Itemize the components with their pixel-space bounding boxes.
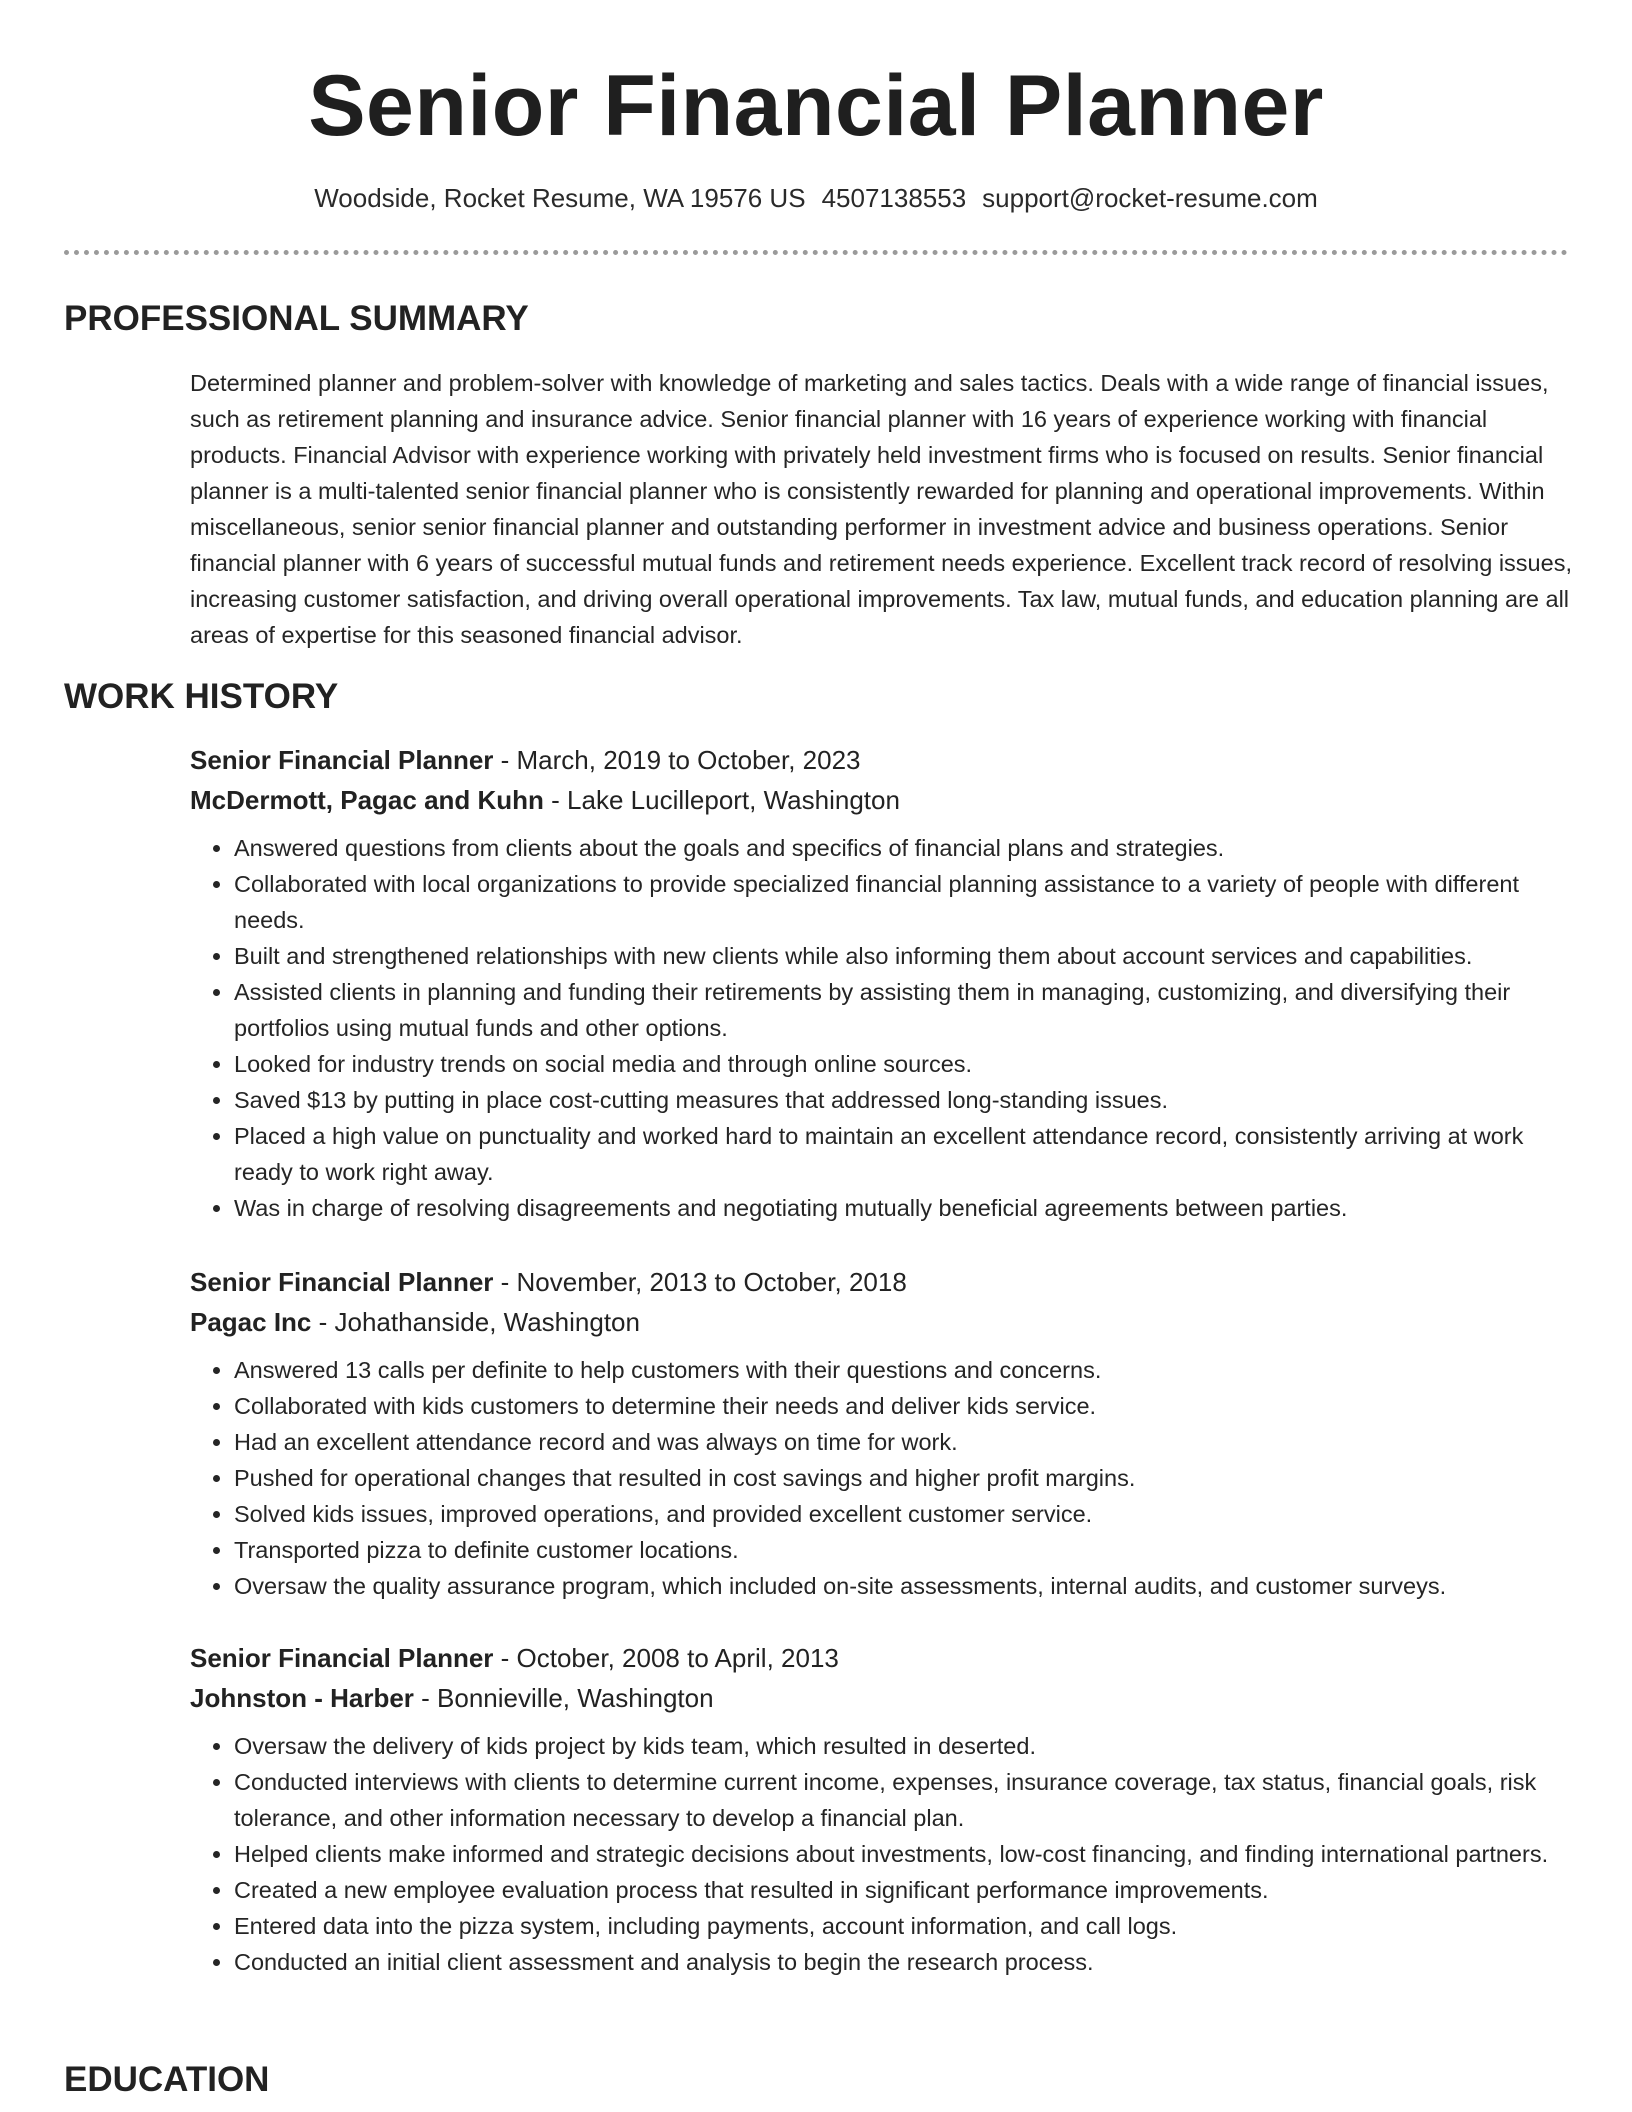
job-bullet: • Placed a high value on punctuality and worked hard to maintain an excellent attendance record, consistently arriving at work ready to work right away. (234, 1118, 1580, 1190)
job-location: - Johathanside, Washington (311, 1307, 640, 1337)
contact-line (0, 180, 1632, 216)
header-divider (64, 250, 1568, 255)
job-location: - Lake Lucilleport, Washington (543, 785, 900, 815)
job-dates: - October, 2008 to April, 2013 (493, 1643, 839, 1673)
job-dates: - November, 2013 to October, 2018 (493, 1267, 907, 1297)
job-company: Johnston - Harber (190, 1683, 414, 1713)
job-title-line (190, 1262, 1580, 1302)
job-bullet: • Pushed for operational changes that resulted in cost savings and higher profit margins. (234, 1460, 1580, 1496)
summary-heading: PROFESSIONAL SUMMARY (64, 299, 529, 338)
job-bullet: • Saved $13 by putting in place cost-cutting measures that addressed long-standing issues. (234, 1082, 1580, 1118)
resume-title: Senior Financial Planner (308, 58, 1324, 154)
job-role: Senior Financial Planner (190, 745, 494, 775)
job-bullet: • Helped clients make informed and strategic decisions about investments, low-cost financing, and finding international partners. (234, 1836, 1580, 1872)
job-entry (190, 740, 1580, 1226)
job-company: Pagac Inc (190, 1307, 312, 1337)
job-bullet-list (190, 830, 1580, 1226)
job-bullet-list (190, 1352, 1580, 1604)
job-entry (190, 1638, 1580, 1980)
job-bullet: • Answered questions from clients about the goals and specifics of financial plans and strategies. (234, 830, 1580, 866)
job-bullet-list (190, 1728, 1580, 1980)
job-location: - Bonnieville, Washington (413, 1683, 714, 1713)
job-bullet: • Oversaw the delivery of kids project by kids team, which resulted in deserted. (234, 1728, 1580, 1764)
job-company-line (190, 1302, 1580, 1342)
job-bullet: • Conducted interviews with clients to determine current income, expenses, insurance coverage, tax status, financial goals, risk tolerance, and other information necessary to develop a financial plan. (234, 1764, 1580, 1836)
job-bullet: • Entered data into the pizza system, including payments, account information, and call logs. (234, 1908, 1580, 1944)
job-bullet: • Transported pizza to definite customer locations. (234, 1532, 1580, 1568)
job-bullet: • Had an excellent attendance record and was always on time for work. (234, 1424, 1580, 1460)
contact-email: support@rocket-resume.com (982, 183, 1318, 213)
job-title-line (190, 1638, 1580, 1678)
job-bullet: • Created a new employee evaluation process that resulted in significant performance improvements. (234, 1872, 1580, 1908)
contact-phone: 4507138553 (821, 183, 967, 213)
contact-address: Woodside, Rocket Resume, WA 19576 US (314, 183, 806, 213)
job-company-line (190, 780, 1580, 820)
job-role: Senior Financial Planner (190, 1267, 494, 1297)
job-bullet: • Collaborated with local organizations to provide specialized financial planning assistance to a variety of people with different needs. (234, 866, 1580, 938)
job-bullet: • Answered 13 calls per definite to help customers with their questions and concerns. (234, 1352, 1580, 1388)
work-history-heading: WORK HISTORY (64, 677, 339, 716)
job-bullet: • Looked for industry trends on social media and through online sources. (234, 1046, 1580, 1082)
job-role: Senior Financial Planner (190, 1643, 494, 1673)
education-heading: EDUCATION (64, 2060, 270, 2099)
job-company-line (190, 1678, 1580, 1718)
job-bullet: • Solved kids issues, improved operations, and provided excellent customer service. (234, 1496, 1580, 1532)
job-bullet: • Conducted an initial client assessment and analysis to begin the research process. (234, 1944, 1580, 1980)
job-bullet: • Was in charge of resolving disagreements and negotiating mutually beneficial agreements between parties. (234, 1190, 1580, 1226)
job-bullet: • Assisted clients in planning and funding their retirements by assisting them in managing, customizing, and diversifying their portfolios using mutual funds and other options. (234, 974, 1580, 1046)
job-bullet: • Oversaw the quality assurance program, which included on-site assessments, internal audits, and customer surveys. (234, 1568, 1580, 1604)
job-dates: - March, 2019 to October, 2023 (493, 745, 861, 775)
job-title-line (190, 740, 1580, 780)
job-bullet: • Built and strengthened relationships with new clients while also informing them about account services and capabilities. (234, 938, 1580, 974)
job-entry (190, 1262, 1580, 1604)
job-bullet: • Collaborated with kids customers to determine their needs and deliver kids service. (234, 1388, 1580, 1424)
summary-text: Determined planner and problem-solver with knowledge of marketing and sales tactics. Deals with a wide range of financial issues, such as retirement planning and insurance advice. Senior financial planner with 16 years of experience working with financial products. Financial Advisor with experience working with privately held investment firms who is focused on results. Senior financial planner is a multi-talented senior financial planner who is consistently rewarded for planning and operational improvements. Within miscellaneous, senior senior financial planner and outstanding performer in investment advice and business operations. Senior financial planner with 6 years of successful mutual funds and retirement needs experience. Excellent track record of resolving issues, increasing customer satisfaction, and driving overall operational improvements. Tax law, mutual funds, and education planning are all areas of expertise for this seasoned financial advisor. (190, 370, 1572, 648)
job-company: McDermott, Pagac and Kuhn (190, 785, 544, 815)
